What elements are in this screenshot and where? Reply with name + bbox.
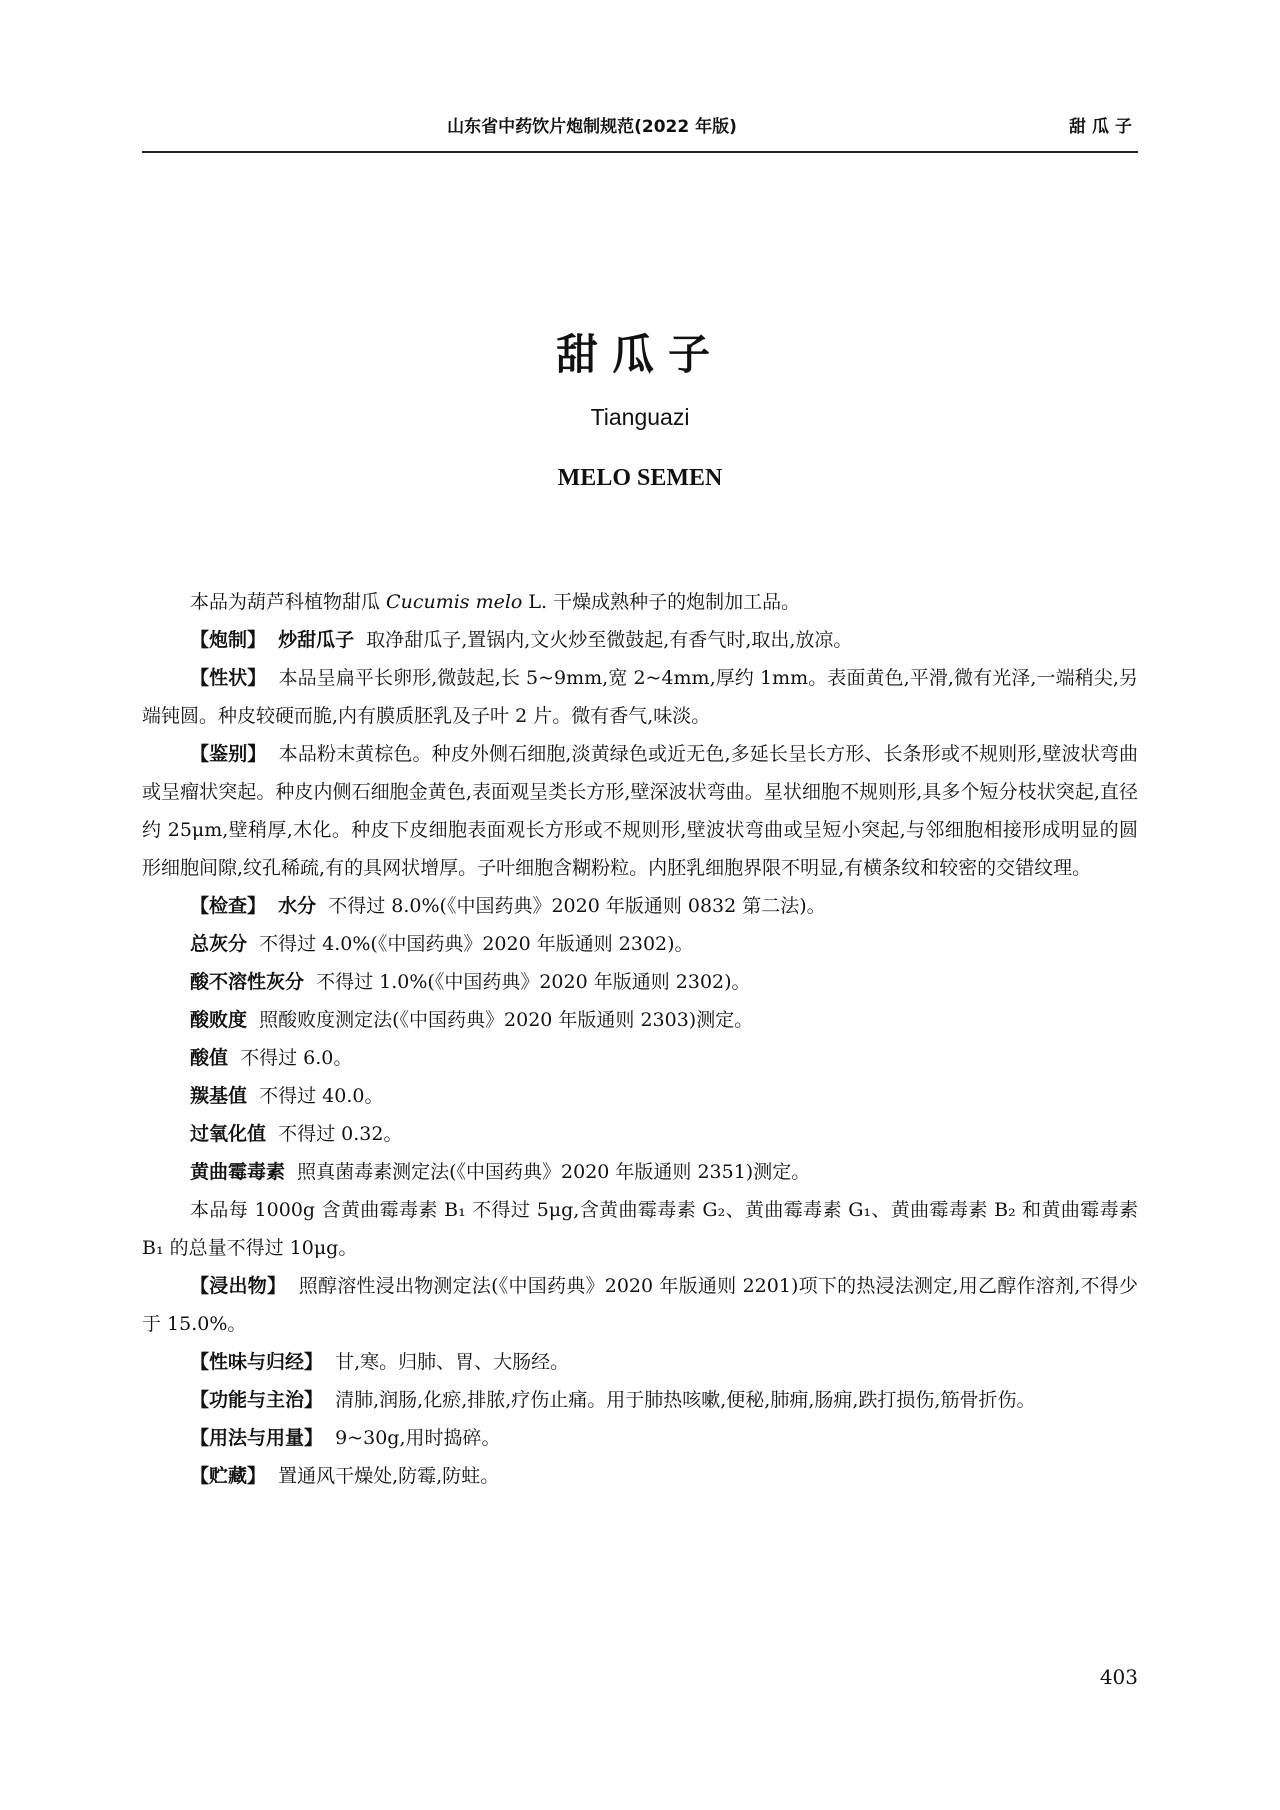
entry-title: 甜瓜子 [555, 330, 724, 379]
description-section [142, 659, 1138, 735]
running-title: 甜瓜子 [1069, 117, 1138, 137]
inspection-item-name: 酸不溶性灰分 [190, 971, 305, 993]
extract-section [142, 1267, 1138, 1343]
inspection-item [142, 1153, 1138, 1191]
inspection-item-name: 总灰分 [190, 933, 248, 955]
nature-text: 甘,寒。归肺、胃、大肠经。 [335, 1351, 570, 1373]
dosage-text: 9~30g,用时捣碎。 [335, 1427, 501, 1449]
inspection-item [142, 1115, 1138, 1153]
inspection-item-name: 羰基值 [190, 1085, 248, 1107]
inspection-item-text: 照酸败度测定法(《中国药典》2020 年版通则 2303)测定。 [259, 1009, 754, 1031]
inspection-item [142, 887, 1138, 925]
identification-text: 本品粉末黄棕色。种皮外侧石细胞,淡黄绿色或近无色,多延长呈长方形、长条形或不规则形,壁波状弯曲或呈瘤状突起。种皮内侧石细胞金黄色,表面观呈类长方形,壁深波状弯曲。星状细胞不规则形,具多个短分枝状突起,直径约 25μm,壁稍厚,木化。种皮下皮细胞表面观长方形或不规则形,壁波状弯曲或呈短小突起,与邻细胞相接形成明显的圆形细胞间隙,纹孔稀疏,有的具网状增厚。子叶细胞含糊粉粒。内胚乳细胞界限不明显,有横条纹和较密的交错纹理。 [142, 743, 1138, 879]
inspection-item-name: 酸值 [190, 1047, 229, 1069]
inspection-item-text: 照真菌毒素测定法(《中国药典》2020 年版通则 2351)测定。 [297, 1161, 811, 1183]
description-label: 【性状】 [190, 667, 267, 689]
inspection-item-text: 不得过 6.0。 [240, 1047, 353, 1069]
processing-label: 【炮制】 [190, 629, 267, 651]
extract-label: 【浸出物】 [190, 1275, 287, 1297]
dosage-label: 【用法与用量】 [190, 1427, 324, 1449]
monograph-body [142, 583, 1138, 1495]
processing-section [142, 621, 1138, 659]
identification-section [142, 735, 1138, 887]
intro-before: 本品为葫芦科植物甜瓜 [190, 591, 387, 613]
page-number: 403 [1099, 1665, 1138, 1689]
intro-after: L. 干燥成熟种子的炮制加工品。 [522, 591, 801, 613]
inspection-item [142, 1077, 1138, 1115]
processing-text: 取净甜瓜子,置锅内,文火炒至微鼓起,有香气时,取出,放凉。 [366, 629, 853, 651]
functions-text: 清肺,润肠,化瘀,排脓,疗伤止痛。用于肺热咳嗽,便秘,肺痈,肠痈,跌打损伤,筋骨折伤。 [335, 1389, 1036, 1411]
page-header [142, 112, 1138, 142]
identification-label: 【鉴别】 [190, 743, 267, 765]
inspection-item-name: 水分 [278, 895, 317, 917]
inspection-item [142, 1001, 1138, 1039]
book-title: 山东省中药饮片炮制规范(2022 年版) [447, 117, 737, 137]
aflatoxin-limit: 本品每 1000g 含黄曲霉毒素 B₁ 不得过 5μg,含黄曲霉毒素 G₂、黄曲霉毒素 G₁、黄曲霉毒素 B₂ 和黄曲霉毒素 B₁ 的总量不得过 10μg。 [142, 1199, 1138, 1259]
storage-text: 置通风干燥处,防霉,防蛀。 [278, 1465, 500, 1487]
inspection-item-text: 不得过 40.0。 [259, 1085, 384, 1107]
nature-section [142, 1343, 1138, 1381]
species-name: Cucumis melo [386, 591, 523, 613]
intro-paragraph [142, 583, 1138, 621]
inspection-label: 【检查】 [190, 895, 267, 917]
inspection-item [142, 1039, 1138, 1077]
inspection-item-text: 不得过 1.0%(《中国药典》2020 年版通则 2302)。 [316, 971, 751, 993]
description-text: 本品呈扁平长卵形,微鼓起,长 5~9mm,宽 2~4mm,厚约 1mm。表面黄色,平滑,微有光泽,一端稍尖,另端钝圆。种皮较硬而脆,内有膜质胚乳及子叶 2 片。微有香气,味淡。 [142, 667, 1138, 727]
inspection-item-name: 黄曲霉毒素 [190, 1161, 286, 1183]
header-rule [142, 151, 1138, 153]
inspection-item-text: 不得过 0.32。 [278, 1123, 403, 1145]
inspection-item-text: 不得过 4.0%(《中国药典》2020 年版通则 2302)。 [259, 933, 694, 955]
inspection-item-text: 不得过 8.0%(《中国药典》2020 年版通则 0832 第二法)。 [328, 895, 826, 917]
dosage-section [142, 1419, 1138, 1457]
inspection-item [142, 963, 1138, 1001]
inspection-item-name: 过氧化值 [190, 1123, 267, 1145]
storage-label: 【贮藏】 [190, 1465, 267, 1487]
functions-label: 【功能与主治】 [190, 1389, 324, 1411]
entry-pinyin: Tianguazi [590, 404, 690, 430]
extract-text: 照醇溶性浸出物测定法(《中国药典》2020 年版通则 2201)项下的热浸法测定,用乙醇作溶剂,不得少于 15.0%。 [142, 1275, 1138, 1335]
entry-latin-name: MELO SEMEN [557, 465, 723, 491]
functions-section [142, 1381, 1138, 1419]
inspection-item-name: 酸败度 [190, 1009, 248, 1031]
inspection-item [142, 925, 1138, 963]
processing-method: 炒甜瓜子 [278, 629, 355, 651]
nature-label: 【性味与归经】 [190, 1351, 324, 1373]
storage-section [142, 1457, 1138, 1495]
